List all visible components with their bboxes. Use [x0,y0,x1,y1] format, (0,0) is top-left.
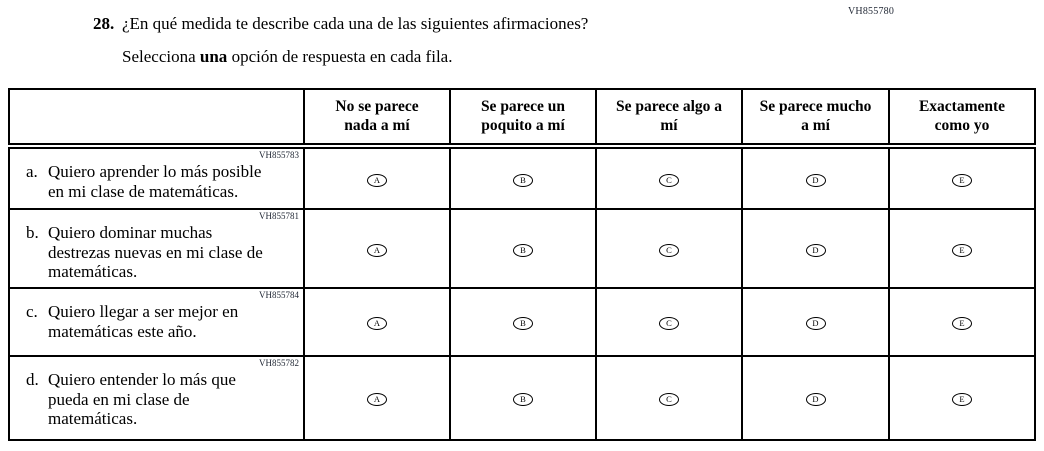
table-row-c [9,288,1035,356]
instruction-bold-word: una [199,47,228,66]
statement-cell-c [9,288,304,356]
header-corner-cell [9,89,304,146]
row-variable-code: VH855783 [259,150,299,160]
statement-letter: c. [26,302,38,321]
question-line [93,14,588,34]
option-bubble-b[interactable]: B [513,317,533,330]
option-bubble-a[interactable]: A [367,244,387,257]
statement-letter: d. [26,370,39,389]
header-row [9,89,1035,146]
header-col-poquito: Se parece un poquito a mí [450,89,596,146]
accession-code: VH855780 [848,6,895,17]
answer-matrix-table [8,88,1036,441]
table-row-a [9,146,1035,209]
option-bubble-e[interactable]: E [952,317,972,330]
option-bubble-a[interactable]: A [367,317,387,330]
option-bubble-e[interactable]: E [952,244,972,257]
option-bubble-a[interactable]: A [367,174,387,187]
statement-text: Quiero aprender lo más posible en mi clase de matemáticas. [48,162,262,201]
row-variable-code: VH855784 [259,290,299,300]
option-bubble-d[interactable]: D [806,393,826,406]
table-row-b [9,209,1035,288]
statement-letter: b. [26,223,39,242]
option-bubble-e[interactable]: E [952,393,972,406]
table-row-d [9,356,1035,440]
statement-c [26,302,297,341]
statement-cell-a [9,146,304,209]
option-bubble-b[interactable]: B [513,174,533,187]
statement-letter: a. [26,162,38,181]
instruction-suffix: opción de respuesta en cada fila. [227,47,453,66]
header-col-mucho: Se parece mucho a mí [742,89,889,146]
option-bubble-b[interactable]: B [513,244,533,257]
statement-b [26,223,297,282]
question-text: ¿En qué medida te describe cada una de las siguientes afirmaciones? [122,14,589,33]
option-bubble-c[interactable]: C [659,393,679,406]
statement-d [26,370,297,429]
statement-text: Quiero entender lo más que pueda en mi clase de matemáticas. [48,370,236,428]
instruction-prefix: Selecciona [122,47,200,66]
option-bubble-a[interactable]: A [367,393,387,406]
row-variable-code: VH855782 [259,358,299,368]
question-number: 28. [93,14,115,33]
option-bubble-e[interactable]: E [952,174,972,187]
row-variable-code: VH855781 [259,211,299,221]
statement-text: Quiero dominar muchas destrezas nuevas en mi clase de matemáticas. [48,223,263,281]
statement-cell-b [9,209,304,288]
option-bubble-c[interactable]: C [659,244,679,257]
statement-cell-d [9,356,304,440]
statement-text: Quiero llegar a ser mejor en matemáticas este año. [48,302,239,341]
statement-a [26,162,297,201]
option-bubble-b[interactable]: B [513,393,533,406]
option-bubble-d[interactable]: D [806,244,826,257]
option-bubble-c[interactable]: C [659,174,679,187]
header-col-nada: No se parece nada a mí [304,89,450,146]
option-bubble-d[interactable]: D [806,317,826,330]
option-bubble-d[interactable]: D [806,174,826,187]
option-bubble-c[interactable]: C [659,317,679,330]
instruction-text [122,47,452,67]
header-col-exactamente: Exactamente como yo [889,89,1035,146]
header-col-algo: Se parece algo a mí [596,89,742,146]
